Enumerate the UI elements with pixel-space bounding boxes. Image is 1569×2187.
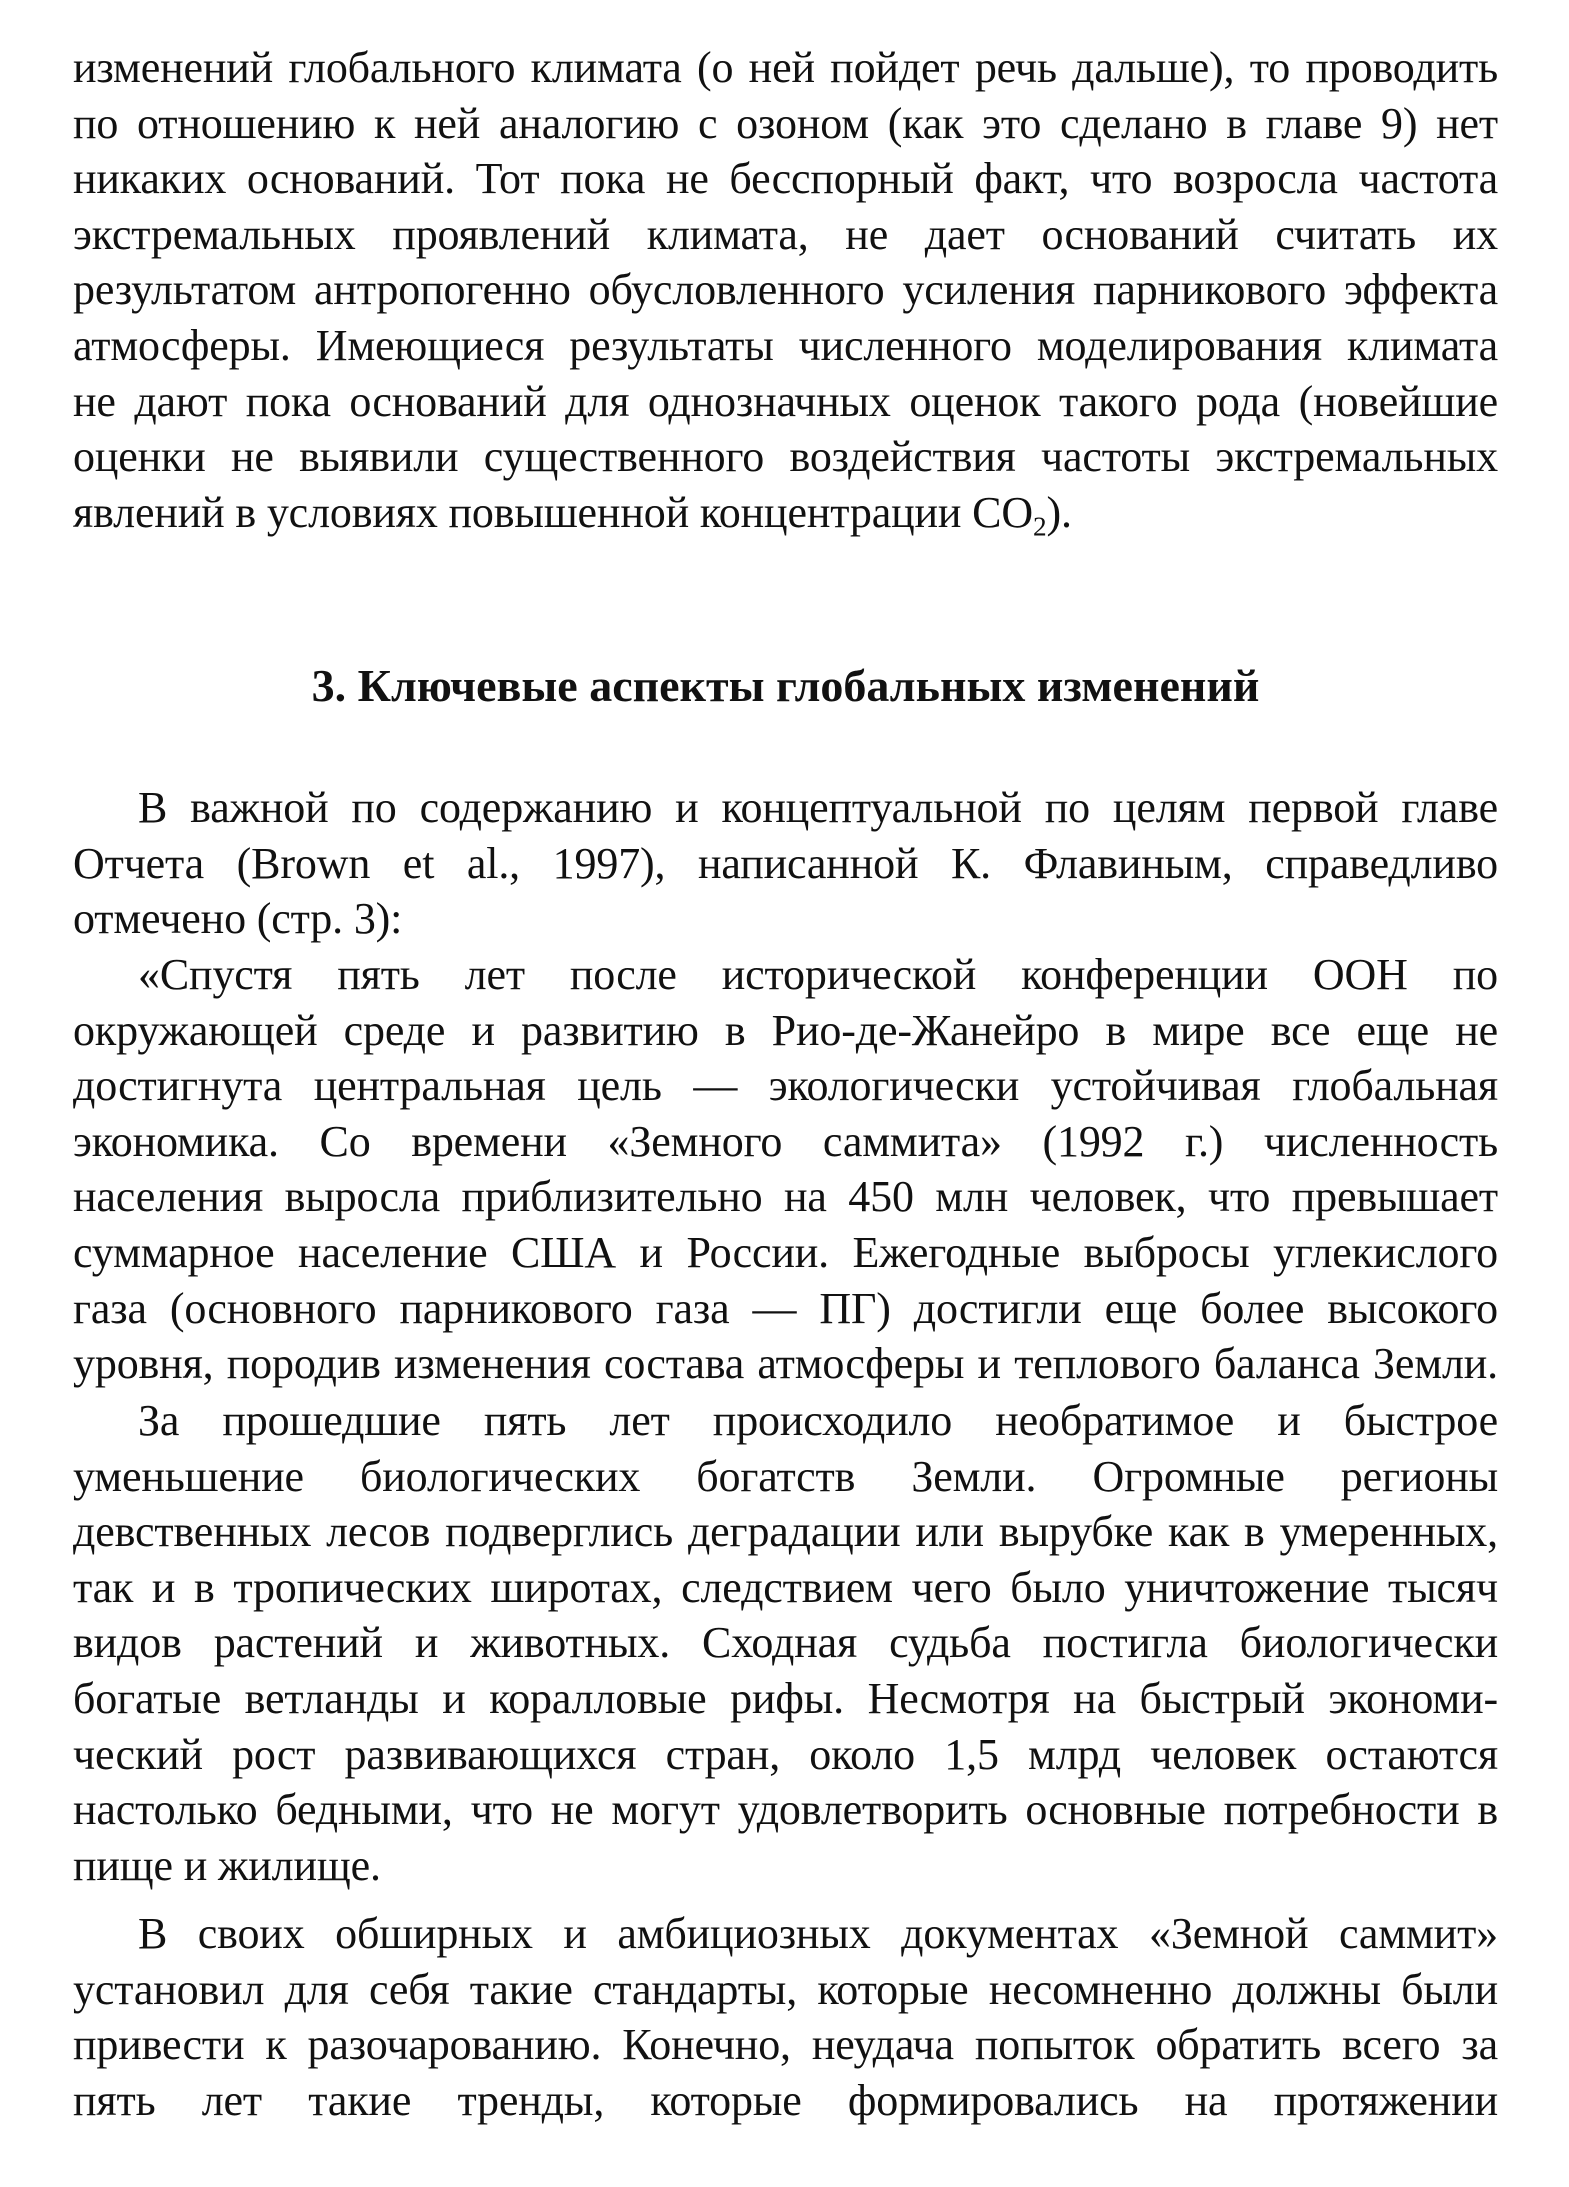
text-line: ческий рост развивающихся стран, около 1,5 млрд человек остаются: [73, 1729, 1498, 1779]
section-heading: 3. Ключевые аспекты глобальных изменений: [311, 660, 1260, 711]
text-line: настолько бедными, что не могут удовлетворить основные потребности в: [73, 1785, 1498, 1835]
text-line: суммарное население США и России. Ежегодные выбросы углекислого: [73, 1227, 1498, 1277]
text-line: пище и жилище.: [73, 1840, 381, 1890]
text-line: богатые ветланды и коралловые рифы. Несмотря на быстрый экономи-: [73, 1673, 1498, 1723]
text-fragment: ).: [1046, 487, 1072, 537]
paragraph-climate-continuation: [73, 40, 1498, 540]
paragraph-report-intro: [73, 780, 1498, 947]
text-line: не дают пока оснований для однозначных оценок такого рода (новейшие: [73, 376, 1498, 426]
text-line: результатом антропогенно обусловленного усиления парникового эффекта: [73, 265, 1498, 315]
subscript-2: 2: [1032, 511, 1047, 542]
text-line: видов растений и животных. Сходная судьба постигла биологически: [73, 1618, 1498, 1668]
text-line: уменьшение биологических богатств Земли. Огромные регионы: [73, 1451, 1498, 1501]
paragraph-biodiversity: [73, 1393, 1498, 1893]
text-line: «Спустя пять лет после исторической конференции ООН по: [138, 950, 1498, 999]
text-line: экстремальных проявлений климата, не дает оснований считать их: [73, 209, 1498, 259]
text-line: экономика. Со времени «Земного саммита» (1992 г.) численность: [73, 1116, 1498, 1166]
text-line: окружающей среде и развитию в Рио-де-Жанейро в мире все еще не: [73, 1005, 1498, 1055]
paragraph-earth-summit: [73, 1906, 1498, 2128]
text-line: За прошедшие пять лет происходило необратимое и быстрое: [138, 1396, 1498, 1445]
text-line: так и в тропических широтах, следствием чего было уничтожение тысяч: [73, 1562, 1498, 1612]
text-line: В своих обширных и амбициозных документах «Земной саммит»: [138, 1909, 1498, 1958]
text-line-last: [73, 485, 1498, 541]
text-line: Отчета (Brown et al., 1997), написанной К. Флавиным, справедливо: [73, 838, 1498, 888]
paragraph-quote-rio: [73, 947, 1498, 1392]
text-line: достигнута центральная цель — экологически устойчивая глобальная: [73, 1061, 1498, 1111]
text-line: уровня, породив изменения состава атмосферы и теплового баланса Земли.: [73, 1339, 1498, 1389]
text-line: населения выросла приблизительно на 450 млн человек, что превышает: [73, 1172, 1498, 1222]
text-line: В важной по содержанию и концептуальной по целям первой главе: [138, 783, 1498, 832]
text-line: изменений глобального климата (о ней пойдет речь дальше), то проводить: [73, 43, 1498, 92]
text-fragment: явлений в условиях повышенной концентрации СО: [73, 487, 1033, 537]
text-line: пять лет такие тренды, которые формировались на протяжении: [73, 2075, 1498, 2125]
text-line: привести к разочарованию. Конечно, неудача попыток обратить всего за: [73, 2020, 1498, 2070]
text-line: никаких оснований. Тот пока не бесспорный факт, что возросла частота: [73, 154, 1498, 204]
text-line: газа (основного парникового газа — ПГ) достигли еще более высокого: [73, 1283, 1498, 1333]
text-line: установил для себя такие стандарты, которые несомненно должны были: [73, 1964, 1498, 2014]
text-line: по отношению к ней аналогию с озоном (как это сделано в главе 9) нет: [73, 98, 1498, 148]
text-line: оценки не выявили существенного воздействия частоты экстремальных: [73, 432, 1498, 482]
text-line: отмечено (стр. 3):: [73, 894, 403, 944]
text-line: атмосферы. Имеющиеся результаты численного моделирования климата: [73, 320, 1498, 370]
text-line: девственных лесов подверглись деградации или вырубке как в умеренных,: [73, 1507, 1498, 1557]
